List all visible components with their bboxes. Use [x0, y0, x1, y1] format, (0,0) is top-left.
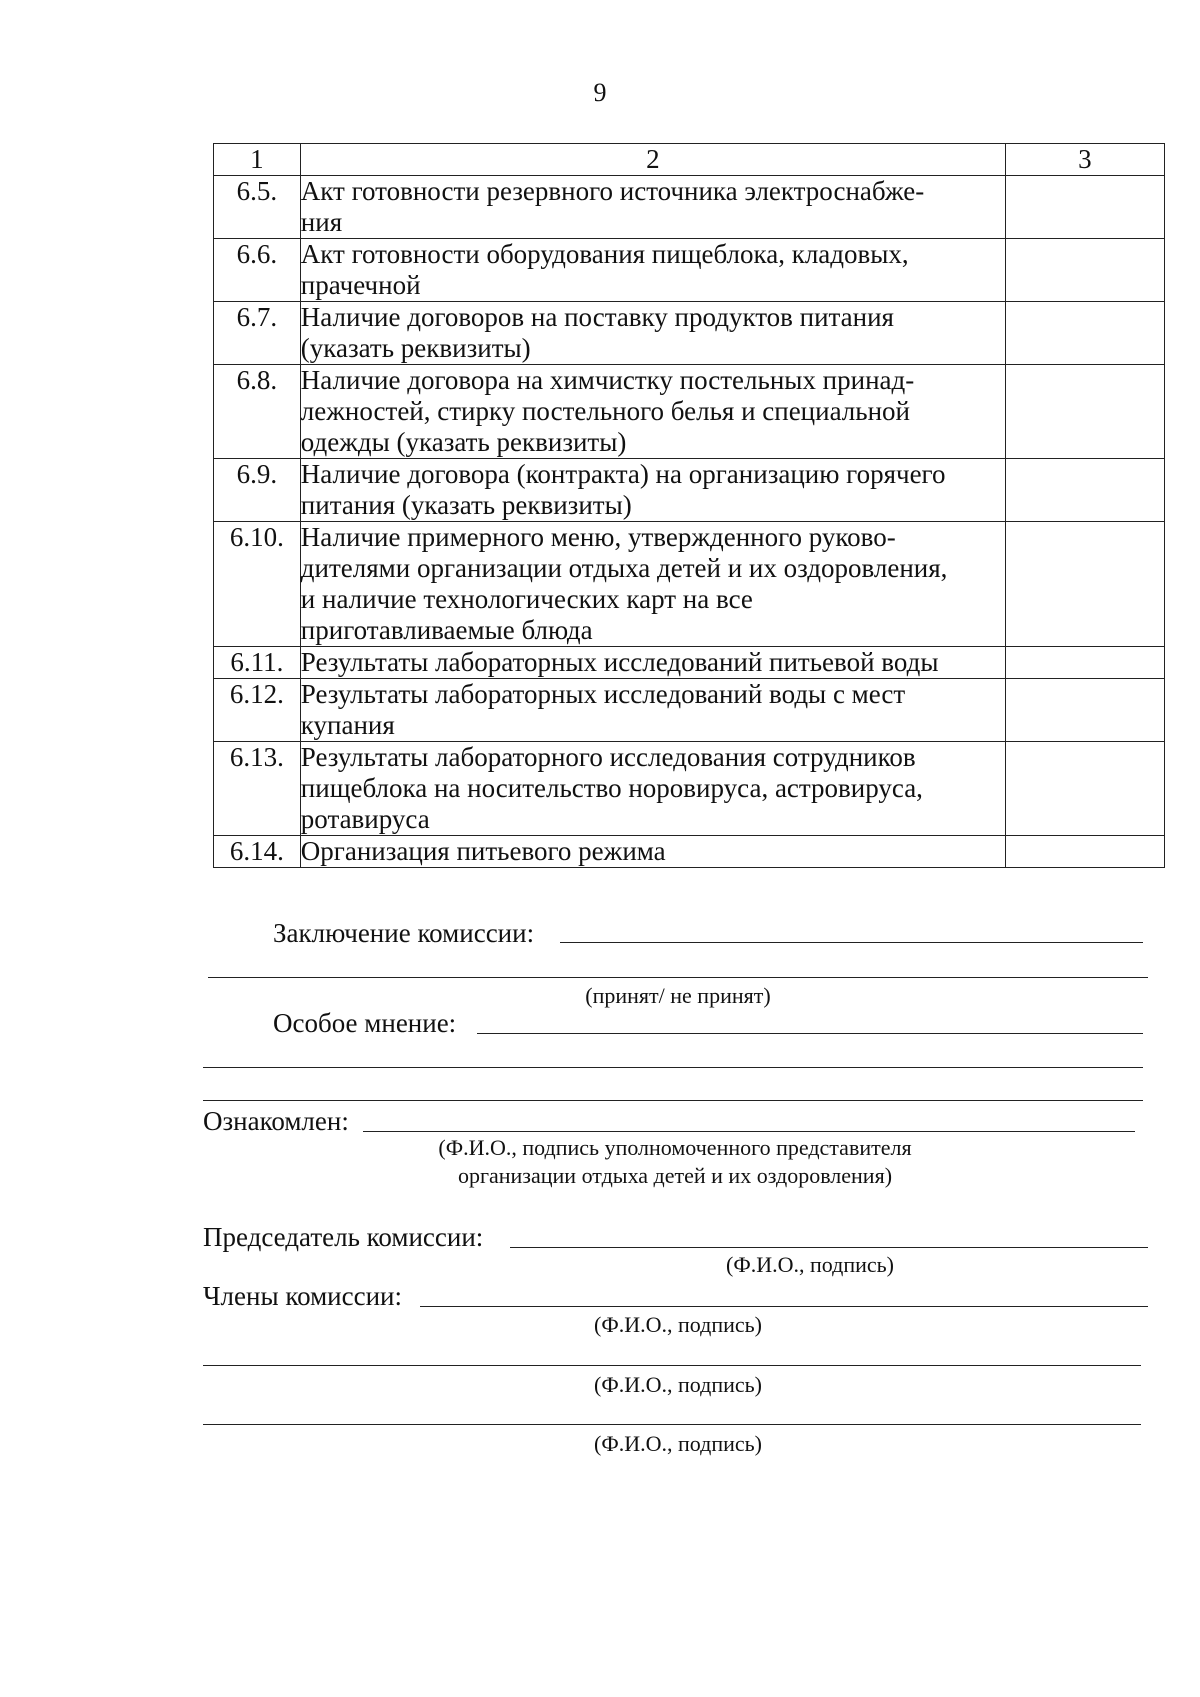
row-number: 6.7. [214, 302, 301, 365]
opinion-field[interactable] [477, 1033, 1143, 1034]
conclusion-field-line-2[interactable] [208, 977, 1148, 978]
row-number: 6.13. [214, 742, 301, 836]
row-text: Организация питьевого режима [300, 836, 1005, 868]
row-number: 6.12. [214, 679, 301, 742]
opinion-field-line-3[interactable] [203, 1100, 1143, 1101]
conclusion-note: (принят/ не принят) [585, 983, 771, 1008]
acquainted-note-line1: (Ф.И.О., подпись уполномоченного представителя [438, 1135, 912, 1160]
row-text: Результаты лабораторного исследования сотрудников пищеблока на носительство норовируса, астровируса, ротавируса [300, 742, 1005, 836]
row-number: 6.11. [214, 647, 301, 679]
acquainted-label: Ознакомлен: [203, 1106, 349, 1136]
page-number: 9 [593, 78, 607, 107]
chairman-label: Председатель комиссии: [203, 1222, 484, 1252]
row-text: Акт готовности оборудования пищеблока, кладовых, прачечной [300, 239, 1005, 302]
row-number: 6.14. [214, 836, 301, 868]
member-note-3: (Ф.И.О., подпись) [594, 1431, 762, 1456]
member-note-2: (Ф.И.О., подпись) [594, 1372, 762, 1397]
row-text: Наличие договоров на поставку продуктов питания (указать реквизиты) [300, 302, 1005, 365]
row-text: Наличие договора (контракта) на организацию горячего питания (указать реквизиты) [300, 459, 1005, 522]
column-header-3: 3 [1005, 144, 1164, 176]
row-text: Наличие примерного меню, утвержденного руково- дителями организации отдыха детей и их оздоровления, и наличие технологических карт на все приготавливаемые блюда [300, 522, 1005, 647]
row-text: Наличие договора на химчистку постельных принад- лежностей, стирку постельного белья и специальной одежды (указать реквизиты) [300, 365, 1005, 459]
row-number: 6.5. [214, 176, 301, 239]
column-header-2: 2 [300, 144, 1005, 176]
member-note-1: (Ф.И.О., подпись) [594, 1312, 762, 1337]
chairman-field[interactable] [510, 1247, 1148, 1248]
members-label: Члены комиссии: [203, 1281, 402, 1311]
row-number: 6.9. [214, 459, 301, 522]
column-header-1: 1 [214, 144, 301, 176]
opinion-field-line-2[interactable] [203, 1067, 1143, 1068]
opinion-label: Особое мнение: [273, 1008, 457, 1038]
row-text: Результаты лабораторных исследований воды с мест купания [300, 679, 1005, 742]
member-field-3[interactable] [203, 1424, 1141, 1425]
conclusion-label: Заключение комиссии: [273, 918, 535, 948]
member-field-2[interactable] [203, 1365, 1141, 1366]
row-number: 6.6. [214, 239, 301, 302]
member-field-1[interactable] [420, 1306, 1148, 1307]
row-number: 6.8. [214, 365, 301, 459]
chairman-note: (Ф.И.О., подпись) [726, 1252, 894, 1277]
acquainted-note-line2: организации отдыха детей и их оздоровления) [457, 1163, 893, 1188]
row-text: Акт готовности резервного источника электроснабже- ния [300, 176, 1005, 239]
row-text: Результаты лабораторных исследований питьевой воды [300, 647, 1005, 679]
conclusion-field[interactable] [560, 942, 1143, 943]
row-number: 6.10. [214, 522, 301, 647]
acquainted-field[interactable] [363, 1131, 1135, 1132]
